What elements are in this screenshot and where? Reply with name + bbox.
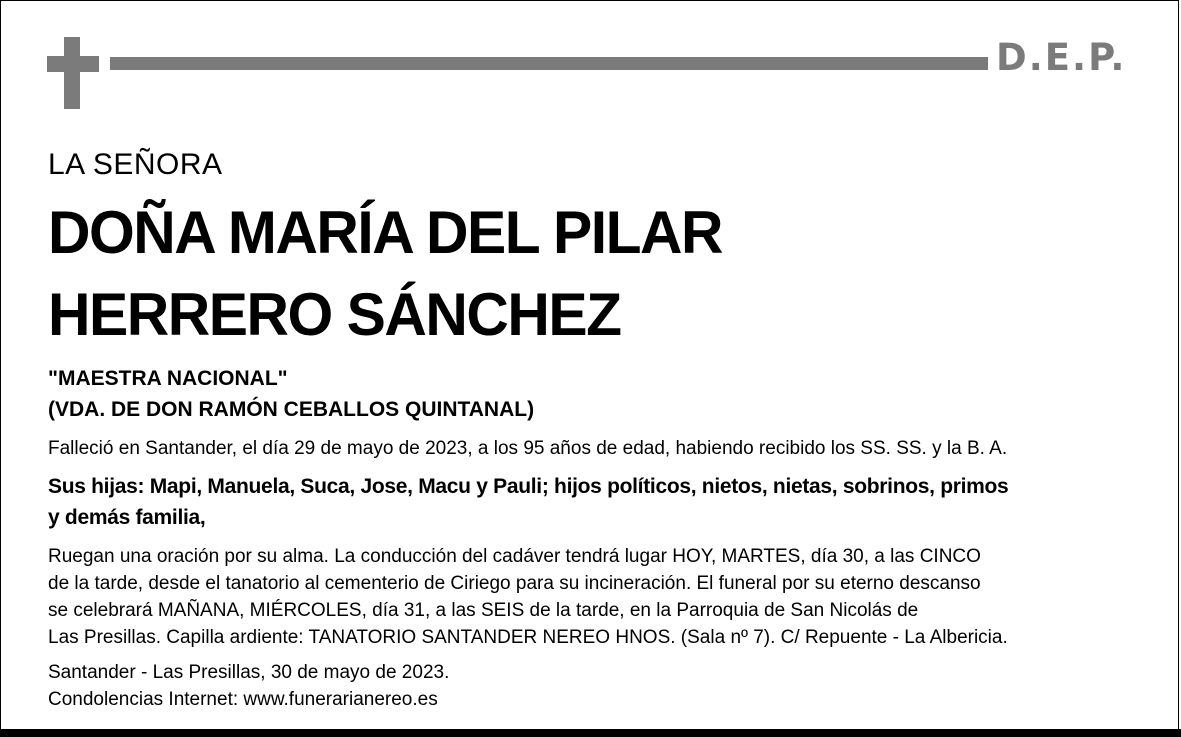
widow-of: (VDA. DE DON RAMÓN CEBALLOS QUINTANAL) <box>48 398 535 421</box>
dep-label: D.E.P. <box>996 36 1127 79</box>
request-line1: Ruegan una oración por su alma. La conducción del cadáver tendrá lugar HOY, MARTES, día 30, a las CINCO <box>48 546 981 567</box>
place-date: Santander - Las Presillas, 30 de mayo de 2023. <box>48 662 450 683</box>
death-details: Falleció en Santander, el día 29 de mayo de 2023, a los 95 años de edad, habiendo recibido los SS. SS. y la B. A. <box>48 438 1008 459</box>
cross-icon <box>47 37 99 109</box>
deceased-name-line2: HERRERO SÁNCHEZ <box>48 281 621 348</box>
bottom-rule <box>0 729 1181 737</box>
header-rule <box>110 57 988 70</box>
request-line2: de la tarde, desde el tanatorio al cementerio de Ciriego para su incineración. El funeral por su eterno descanso <box>48 573 981 594</box>
request-line3: se celebrará MAÑANA, MIÉRCOLES, día 31, a las SEIS de la tarde, en la Parroquia de San Nicolás de <box>48 600 919 621</box>
request-line4: Las Presillas. Capilla ardiente: TANATORIO SANTANDER NEREO HNOS. (Sala nº 7). C/ Repuente - La Albericia. <box>48 627 1008 648</box>
honorific: LA SEÑORA <box>48 148 223 181</box>
condolences-line: Condolencias Internet: www.funerarianereo.es <box>48 689 438 710</box>
deceased-name-line1: DOÑA MARÍA DEL PILAR <box>48 199 723 266</box>
profession: "MAESTRA NACIONAL" <box>48 367 288 390</box>
family-line2: y demás familia, <box>48 506 206 529</box>
family-line1: Sus hijas: Mapi, Manuela, Suca, Jose, Macu y Pauli; hijos políticos, nietos, nietas, sobrinos, primos <box>48 475 1009 498</box>
